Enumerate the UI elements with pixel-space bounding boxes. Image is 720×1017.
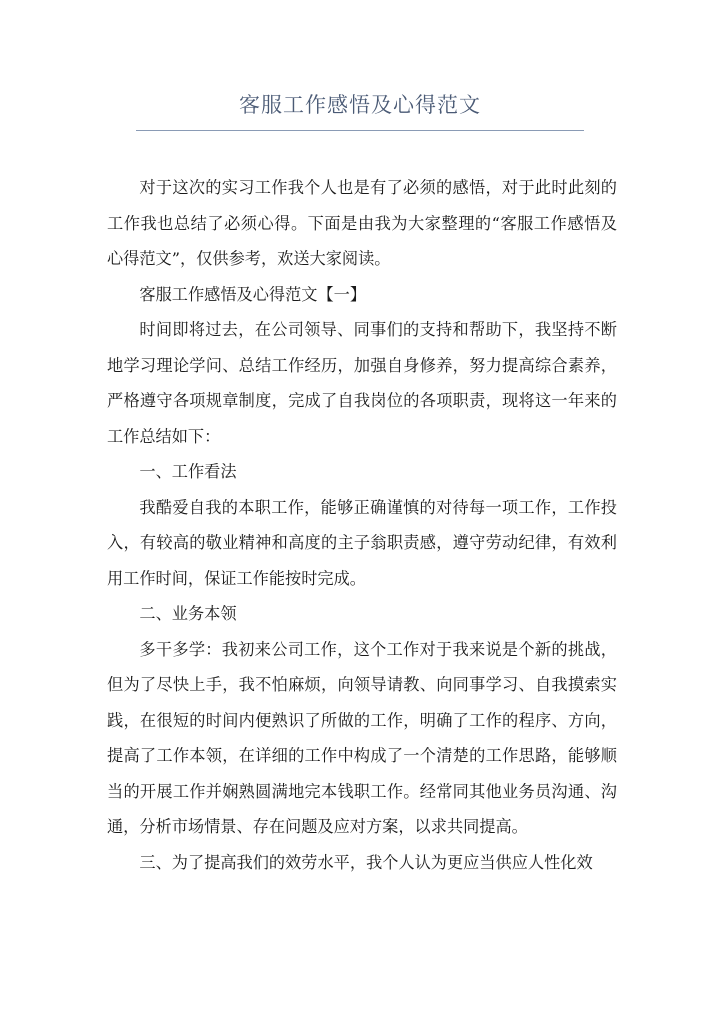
body-paragraph: 我酷爱自我的本职工作，能够正确谨慎的对待每一项工作，工作投入，有较高的敬业精神和高度的主子翁职责感，遵守劳动纪律，有效利用工作时间，保证工作能按时完成。 bbox=[107, 497, 617, 588]
body-paragraph: 多干多学：我初来公司工作，这个工作对于我来说是个新的挑战，但为了尽快上手，我不怕麻烦，向领导请教、向同事学习、自我摸索实践，在很短的时间内便熟识了所做的工作，明确了工作的程序、方向，提高了工作本领，在详细的工作中构成了一个清楚的工作思路，能够顺当的开展工作并娴熟圆满地完本钱职工作。经常同其他业务员沟通、沟通，分析市场情景、存在问题及应对方案，以求共同提高。 bbox=[107, 639, 617, 836]
title-divider bbox=[136, 130, 584, 131]
body-paragraph: 三、为了提高我们的效劳水平，我个人认为更应当供应人性化效 bbox=[139, 852, 593, 872]
intro-paragraph: 对于这次的实习工作我个人也是有了必须的感悟，对于此时此刻的工作我也总结了必须心得。下面是由我为大家整理的“客服工作感悟及心得范文”，仅供参考，欢送大家阅读。 bbox=[107, 178, 617, 268]
body-paragraph: 时间即将过去，在公司领导、同事们的支持和帮助下，我坚持不断地学习理论学问、总结工作经历，加强自身修养，努力提高综合素养，严格遵守各项规章制度，完成了自我岗位的各项职责，现将这一年来的工作总结如下： bbox=[107, 320, 617, 446]
section-heading-sample-one: 客服工作感悟及心得范文【一】 bbox=[139, 284, 367, 304]
document-body bbox=[107, 170, 617, 880]
section-heading-business-skills: 二、业务本领 bbox=[139, 604, 237, 623]
document-title: 客服工作感悟及心得范文 bbox=[239, 93, 481, 117]
section-heading-work-attitude: 一、工作看法 bbox=[139, 462, 237, 481]
